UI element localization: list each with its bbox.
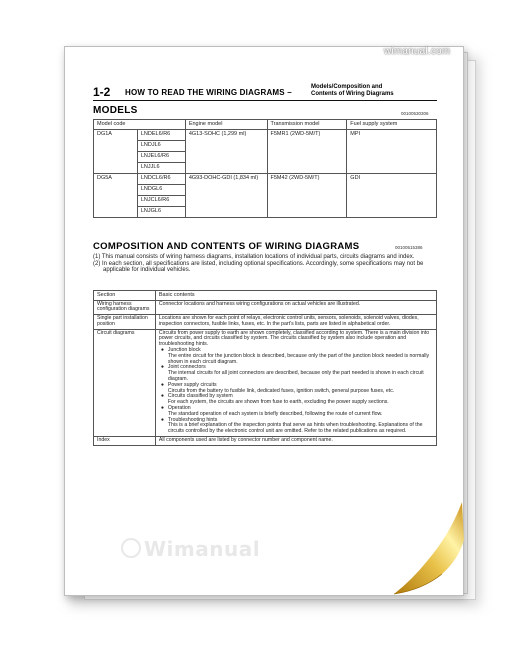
table-row <box>94 300 437 315</box>
table-row <box>94 173 437 184</box>
bullet-heading: Operation <box>167 405 191 412</box>
page-curl-icon <box>388 500 466 598</box>
bullet-heading: Circuits classified by system <box>167 393 233 400</box>
list-item <box>160 347 433 365</box>
fuel-supply: MPI <box>347 129 437 173</box>
section-label: Wiring harness configuration diagrams <box>94 300 156 315</box>
table-row <box>94 315 437 330</box>
model-variant: LNDJL6 <box>137 140 185 151</box>
bullet-heading: Troubleshooting hints <box>167 416 218 423</box>
composition-table <box>93 290 437 446</box>
model-code: DG1A <box>94 129 138 173</box>
model-variant: LNDEL6/R6 <box>137 129 185 140</box>
models-code: 00100530306 <box>401 111 429 116</box>
bullet-icon: ● <box>160 364 165 371</box>
model-variant: LNJGL6 <box>137 206 185 217</box>
col-basic-contents: Basic contents <box>155 291 436 301</box>
bullet-icon: ● <box>160 381 165 388</box>
transmission-model: F5M42 (2WD-5M/T) <box>267 173 347 217</box>
model-variant: LNJCL6/R6 <box>137 195 185 206</box>
bullet-text: For each system, the circuits are shown from fuse to earth, excluding the power supply sections. <box>167 399 389 406</box>
fuel-supply: GDI <box>347 173 437 217</box>
section-text: Locations are shown for each point of relays, electronic control units, sensors, solenoids, solenoid valves, diodes, inspection connectors, fusible links, fuses, etc. In the part's lists, parts are listed in alphabetical order. <box>155 315 436 330</box>
table-header-row <box>94 120 437 130</box>
wimanual-logo-watermark <box>121 537 260 561</box>
page-header <box>93 84 437 101</box>
col-fuel-supply: Fuel supply system <box>347 120 437 130</box>
table-header-row <box>94 291 437 301</box>
bullet-heading: Power supply circuits <box>167 381 217 388</box>
bullet-icon: ● <box>160 405 165 412</box>
section-label: Single part installation position <box>94 315 156 330</box>
model-variant: LNDGL6 <box>137 184 185 195</box>
logo-mark-icon <box>121 538 141 558</box>
bullet-heading: Junction block <box>167 347 201 354</box>
col-transmission-model: Transmission model <box>267 120 347 130</box>
model-code: DG5A <box>94 173 138 217</box>
section-label: Index <box>94 437 156 446</box>
bullet-heading: Joint connectors <box>167 364 206 371</box>
list-item <box>160 393 433 406</box>
bullet-icon: ● <box>160 393 165 400</box>
transmission-model: F5MR1 (2WD-5M/T) <box>267 129 347 173</box>
page-number: 1-2 <box>93 85 111 99</box>
model-variant: LNJEL6/R6 <box>137 151 185 162</box>
section-text: All components used are listed by connector number and component name. <box>155 437 436 446</box>
bullet-icon: ● <box>160 347 165 354</box>
composition-intro <box>93 254 437 274</box>
engine-model: 4G93-DOHC-GDI (1,834 ml) <box>185 173 267 217</box>
bullet-text: Circuits from the battery to fusible link, dedicated fuses, ignition switch, general purpose fuses, etc. <box>167 387 395 394</box>
models-title: MODELS <box>93 105 138 116</box>
site-watermark: wimanual.com <box>384 46 451 57</box>
composition-title: COMPOSITION AND CONTENTS OF WIRING DIAGRAMS <box>93 241 360 252</box>
intro-paragraph-1: (1) This manual consists of wiring harness diagrams, installation locations of individual parts, circuits diagrams and index. <box>93 254 415 260</box>
bullet-text: This is a brief explanation of the inspection points that serve as hints when troubleshooting. Explanations of the circuits controlled by the electronic control unit are omitted. Refer to the related publications as required. <box>167 422 423 435</box>
header-subtitle <box>311 84 394 97</box>
bullet-text: The standard operation of each system is briefly described, following the route of current flow. <box>167 410 383 417</box>
bullet-icon: ● <box>160 416 165 423</box>
model-variant: LNDCL6/R6 <box>137 173 185 184</box>
list-item <box>160 405 433 418</box>
col-model-code: Model code <box>94 120 186 130</box>
header-subtitle-line1: Models/Composition and <box>311 84 383 90</box>
engine-model: 4G13-SOHC (1,299 ml) <box>185 129 267 173</box>
col-section: Section <box>94 291 156 301</box>
circuit-bullet-list <box>159 348 433 435</box>
section-text: Connector locations and harness wiring configurations on actual vehicles are illustrated. <box>155 300 436 315</box>
model-variant: LNJJL6 <box>137 162 185 173</box>
col-engine-model: Engine model <box>185 120 267 130</box>
section-label: Circuit diagrams <box>94 329 156 436</box>
models-table <box>93 119 437 218</box>
intro-paragraph-2: (2) In each section, all specifications are listed, including optional specifications. Accordingly, some specifications may not be applicable for individual vehicles. <box>93 260 424 274</box>
composition-code: 00100515386 <box>395 245 423 250</box>
list-item <box>160 364 433 383</box>
header-subtitle-line2: Contents of Wiring Diagrams <box>311 90 394 97</box>
bullet-text: The entire circuit for the junction block is described, because only the part of the junction block needed is normally shown in each circuit diagram. <box>167 352 430 365</box>
table-row <box>94 129 437 140</box>
logo-text: Wimanual <box>144 537 261 561</box>
header-title: HOW TO READ THE WIRING DIAGRAMS – <box>125 88 292 97</box>
table-row <box>94 437 437 446</box>
section-text <box>155 329 436 436</box>
table-row <box>94 329 437 436</box>
list-item <box>160 416 433 435</box>
bullet-text: The internal circuits for all joint connectors are described, because only the part needed is shown in each circuit diagram. <box>167 370 424 383</box>
circuit-intro: Circuits from power supply to earth are shown completely, classified according to system. There is a main division into power circuits, and circuits classified by system. The circuits classified by system also include operation and troubleshooting hints. <box>158 329 430 348</box>
